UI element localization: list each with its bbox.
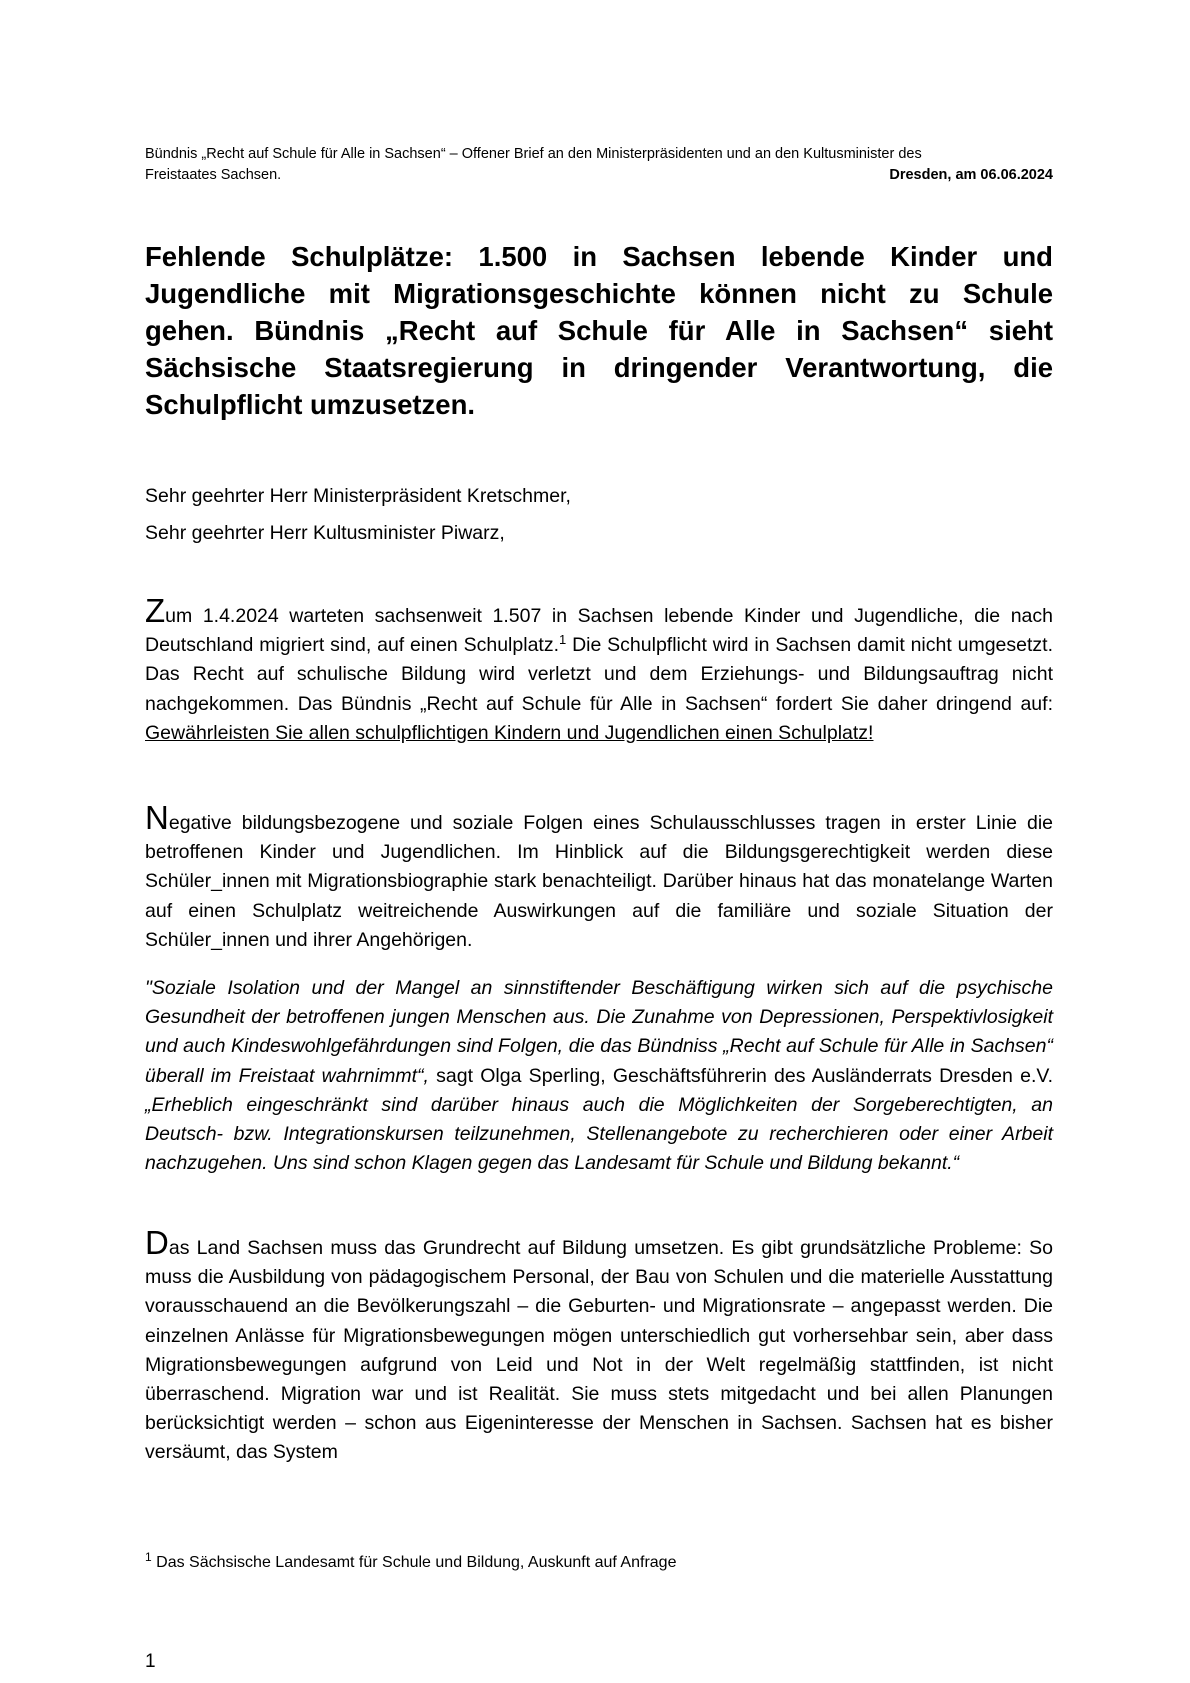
paragraph-4 — [145, 1226, 1053, 1468]
quote-2: „Erheblich eingeschränkt sind darüber hinaus auch die Möglichkeiten der Sorgeberechtigten, an Deutsch- bzw. Integrationskursen teilzunehmen, Stellenangebote zu recherchieren oder einer Arbeit nachzugehen. Uns sind schon Klagen gegen das Landesamt für Schule und Bildung bekannt.“ — [145, 1093, 1053, 1175]
dropcap-z: Z — [145, 592, 166, 629]
paragraph-4-text: as Land Sachsen muss das Grundrecht auf Bildung umsetzen. Es gibt grundsätzliche Probleme: So muss die Ausbildung von pädagogischem Personal, der Bau von Schulen und die materielle Ausstattung vorausschauend an die Bevölkerungszahl – die Geburten- und Migrationsrate – angepasst werden. Die einzelnen Anlässe für Migrationsbewegungen mögen unterschiedlich gut vorhersehbar sein, aber dass Migrationsbewegungen aufgrund von Leid und Not in der Welt regelmäßig stattfinden, ist nicht überraschend. Migration war und ist Realität. Sie muss stets mitgedacht und bei allen Planungen berücksichtigt werden – schon aus Eigeninteresse der Menschen in Sachsen. Sachsen hat es bisher versäumt, das System — [145, 1237, 1053, 1464]
paragraph-1-text-a: um 1.4.2024 warteten sachsenweit 1.507 in Sachsen lebende Kinder und Jugendliche, die nach Deutschland migriert sind, auf einen Schulplatz. — [145, 605, 1053, 657]
footnote — [145, 1552, 1053, 1574]
page-number: 1 — [145, 1651, 156, 1672]
footnote-number: 1 — [145, 1550, 152, 1564]
headline: Fehlende Schulplätze: 1.500 in Sachsen lebende Kinder und Jugendliche mit Migrationsgeschichte können nicht zu Schule gehen. Bündnis „Recht auf Schule für Alle in Sachsen“ sieht Sächsische Staatsregierung in dringender Verantwortung, die Schulpflicht umzusetzen. — [145, 241, 1053, 420]
paragraph-2 — [145, 801, 1053, 955]
footnote-text: Das Sächsische Landesamt für Schule und Bildung, Auskunft auf Anfrage — [151, 1554, 677, 1571]
letter-date: Dresden, am 06.06.2024 — [889, 167, 1053, 183]
salutation-line-2: Sehr geehrter Herr Kultusminister Piwarz, — [145, 522, 505, 544]
demand-underlined: Gewährleisten Sie allen schulpflichtigen Kindern und Jugendlichen einen Schulplatz! — [145, 721, 874, 744]
dropcap-d: D — [145, 1224, 169, 1261]
salutation-line-1: Sehr geehrter Herr Ministerpräsident Kretschmer, — [145, 485, 571, 507]
header-row-2 — [145, 165, 1053, 186]
paragraph-2-text: egative bildungsbezogene und soziale Folgen eines Schulausschlusses tragen in erster Linie die betroffenen Kinder und Jugendlichen. Im Hinblick auf die Bildungsgerechtigkeit werden diese Schüler_innen mit Migrationsbiographie stark benachteiligt. Darüber hinaus hat das monatelange Warten auf einen Schulplatz weitreichende Auswirkungen auf die familiäre und soziale Situation der Schüler_innen und ihrer Angehörigen. — [145, 812, 1053, 951]
letter-header — [145, 144, 1053, 186]
paragraph-3-quote — [145, 974, 1053, 1178]
header-line-1: Bündnis „Recht auf Schule für Alle in Sachsen“ – Offener Brief an den Ministerpräsidenten und an den Kultusminister des — [145, 146, 922, 162]
quote-1: "Soziale Isolation und der Mangel an sinnstiftender Beschäftigung wirken sich auf die psychische Gesundheit der betroffenen jungen Menschen aus. Die Zunahme von Depressionen, Perspektivlosigkeit und auch Kindeswohlgefährdungen sind Folgen, die das Bündniss „Recht auf Schule für Alle in Sachsen“ überall im Freistaat wahrnimmt“, — [145, 977, 1053, 1087]
paragraph-1-text-b: Die Schulpflicht wird in Sachsen damit nicht umgesetzt. Das Recht auf schulische Bildung wird verletzt und dem Erziehungs- und Bildungsauftrag nicht nachgekommen. Das Bündnis „Recht auf Schule für Alle in Sachsen“ fordert Sie daher dringend auf: — [145, 634, 1053, 715]
paragraph-1 — [145, 594, 1053, 748]
header-line-2: Freistaates Sachsen. — [145, 167, 282, 183]
dropcap-n: N — [145, 799, 169, 836]
quote-attribution: sagt Olga Sperling, Geschäftsführerin des Ausländerrats Dresden e.V. — [428, 1064, 1053, 1087]
footnote-reference[interactable]: 1 — [559, 632, 567, 648]
